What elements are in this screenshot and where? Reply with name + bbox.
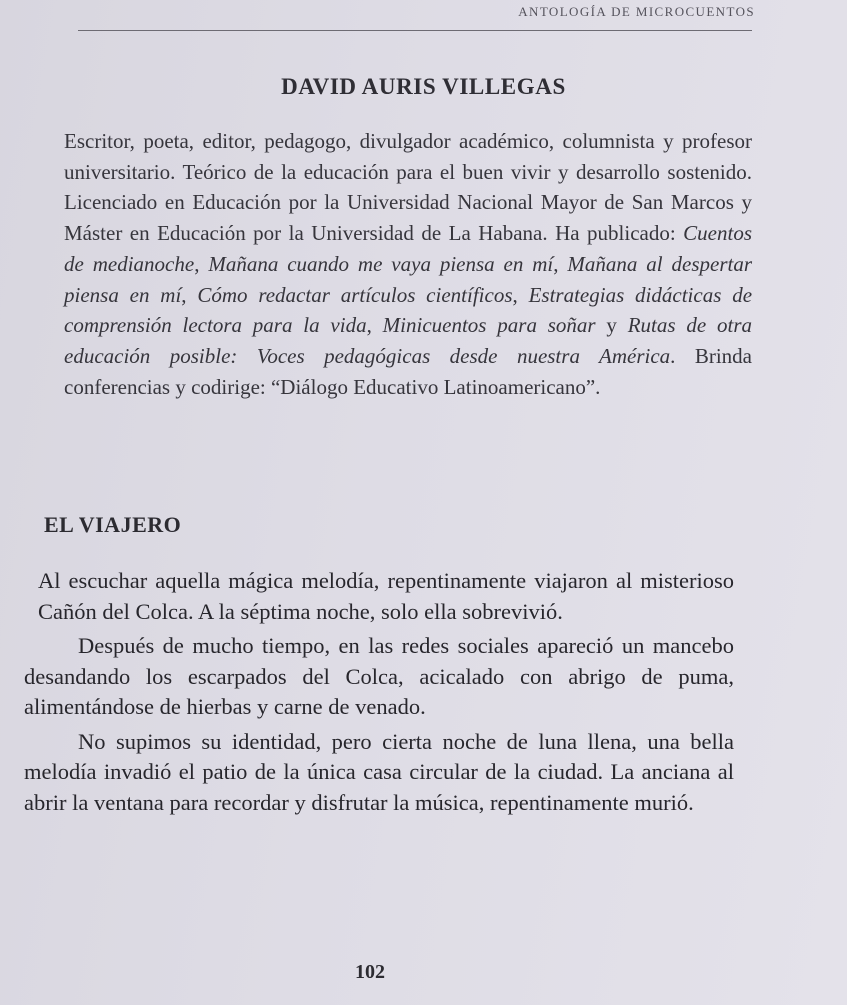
bio-work-title: Cómo redactar artículos científicos — [197, 282, 513, 307]
bio-intro: Escritor, poeta, editor, pedagogo, divulgador académico, columnista y profesor universitario. Teórico de la educación para el buen vivir y desarrollo sostenido. Licenciado en Educación por la Universidad Nacional Mayor de San Marcos y Máster en Educación por la Universidad de La Habana. Ha publicado: — [64, 129, 752, 246]
bio-work-title: Mañana cuando me vaya piensa en mí — [208, 251, 554, 276]
page-number: 102 — [355, 961, 385, 983]
bio-separator: y — [595, 313, 628, 338]
bio-separator: , — [194, 251, 209, 276]
bio-separator: , — [366, 313, 383, 338]
bio-work-title: Mañana al despertar piensa en mí — [64, 251, 753, 307]
bio-work-title: Minicuentos para soñar — [382, 313, 596, 338]
author-name: DAVID AURIS VILLEGAS — [281, 74, 566, 99]
story-paragraph: Al escuchar aquella mágica melodía, repentinamente viajaron al misterioso Cañón del Colca. A la séptima noche, solo ella sobrevivió. — [38, 568, 734, 624]
story-paragraph: No supimos su identidad, pero cierta noche de luna llena, una bella melodía invadió el patio de la única casa circular de la ciudad. La anciana al abrir la ventana para recordar y disfrutar la música, repentinamente murió. — [24, 728, 734, 815]
bio-separator: , — [553, 251, 568, 276]
bio-work-title: Estrategias didácticas de comprensión lectora para la vida — [64, 282, 753, 338]
bio-outro: . Brinda conferencias y codirige: “Diálogo Educativo Latinoamericano”. — [64, 343, 753, 399]
header-rule — [78, 30, 752, 31]
bio-separator: , — [181, 282, 198, 307]
author-bio — [64, 126, 752, 402]
bio-work-title: Rutas de otra educación posible: Voces pedagógicas desde nuestra América — [64, 313, 753, 368]
bio-work-title: Cuentos de medianoche — [64, 221, 752, 276]
story-body — [24, 566, 734, 818]
bio-separator: , — [512, 282, 529, 307]
story-title: EL VIAJERO — [44, 512, 182, 537]
running-header: ANTOLOGÍA DE MICROCUENTOS — [518, 4, 755, 19]
story-paragraph: Después de mucho tiempo, en las redes sociales apareció un mancebo desandando los escarpados del Colca, acicalado con abrigo de puma, alimentándose de hierbas y carne de venado. — [24, 633, 734, 719]
